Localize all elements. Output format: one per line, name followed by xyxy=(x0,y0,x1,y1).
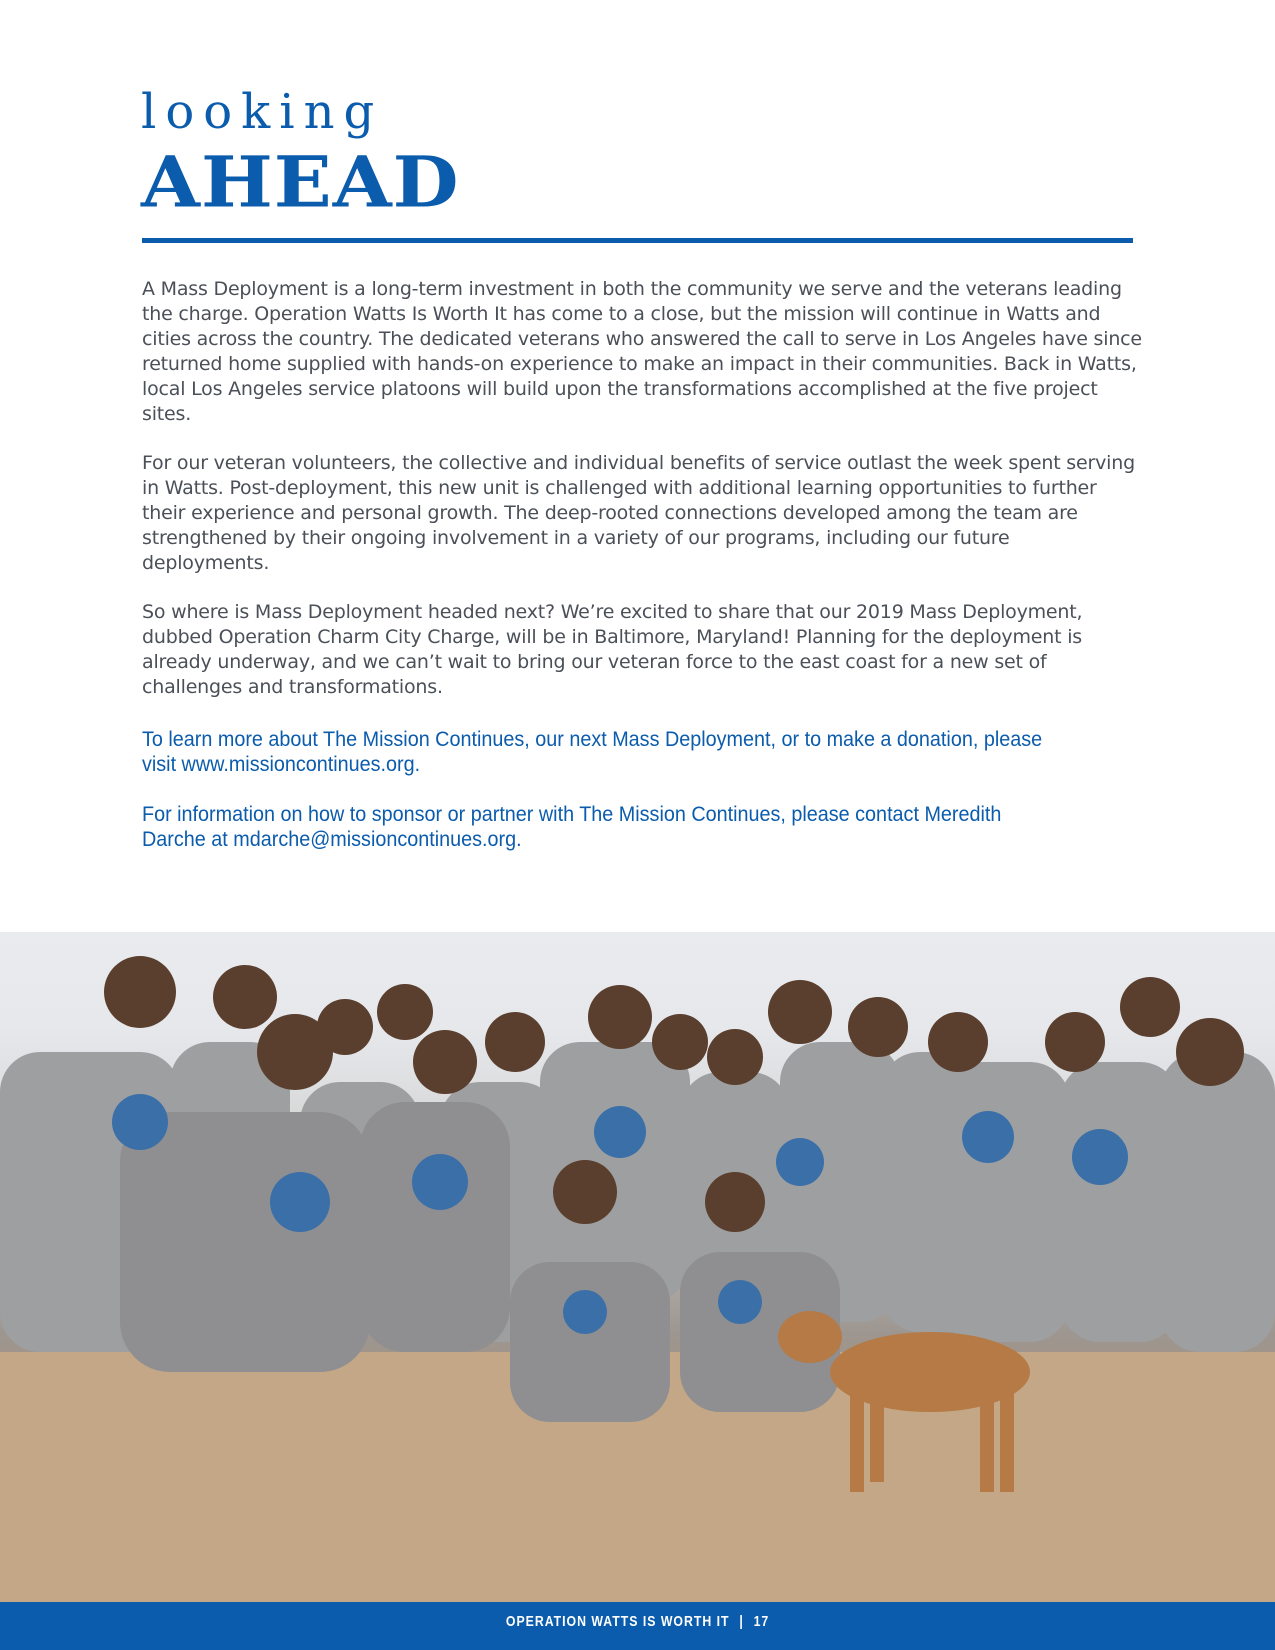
page-number: 17 xyxy=(753,1612,770,1630)
website-link[interactable]: www.missioncontinues.org xyxy=(181,752,415,776)
sponsor-period: . xyxy=(516,827,522,851)
paragraph-next-deployment: So where is Mass Deployment headed next? We’re excited to share that our 2019 Mass Deployment, dubbed Operation Charm City Charge, will be in Baltimore, Maryland! Planning for the deployment is already underway, and we can’t wait to bring our veteran force to the east coast for a new set of challenges and transformations. xyxy=(142,601,1083,698)
sponsor-text: For information on how to sponsor or partner with The Mission Continues, please contact Meredith Darche at xyxy=(142,802,1002,851)
body-text xyxy=(142,277,1142,724)
footer-separator: | xyxy=(739,1612,744,1630)
heading-looking: looking xyxy=(141,84,384,140)
paragraph-veteran-volunteers: For our veteran volunteers, the collective and individual benefits of service outlast the week spent serving in Watts. Post-deployment, this new unit is challenged with additional learning opportunities to further their experience and personal growth. The deep-rooted connections developed among the team are strengthened by their ongoing involvement in a variety of our programs, including our future deployments. xyxy=(142,452,1135,574)
sponsor-callout xyxy=(142,802,1062,852)
learn-more-text: To learn more about The Mission Continues, our next Mass Deployment, or to make a donation, please visit xyxy=(142,727,1043,776)
heading-ahead: AHEAD xyxy=(141,141,460,224)
learn-more-callout xyxy=(142,727,1062,777)
footer-text xyxy=(506,1613,769,1630)
footer-bar xyxy=(0,1602,1275,1650)
group-photo-illustration xyxy=(0,932,1275,1602)
email-link[interactable]: mdarche@missioncontinues.org xyxy=(233,827,517,851)
learn-more-period: . xyxy=(414,752,421,776)
heading-divider xyxy=(142,238,1133,243)
footer-title: OPERATION WATTS IS WORTH IT xyxy=(505,1612,730,1630)
group-photo xyxy=(0,932,1275,1602)
paragraph-mass-deployment: A Mass Deployment is a long-term investment in both the community we serve and the veterans leading the charge. Operation Watts Is Worth It has come to a close, but the mission will continue in Watts and cities across the country. The dedicated veterans who answered the call to serve in Los Angeles have since returned home supplied with hands-on experience to make an impact in their communities. Back in Watts, local Los Angeles service platoons will build upon the transformations accomplished at the five project sites. xyxy=(142,278,1142,425)
